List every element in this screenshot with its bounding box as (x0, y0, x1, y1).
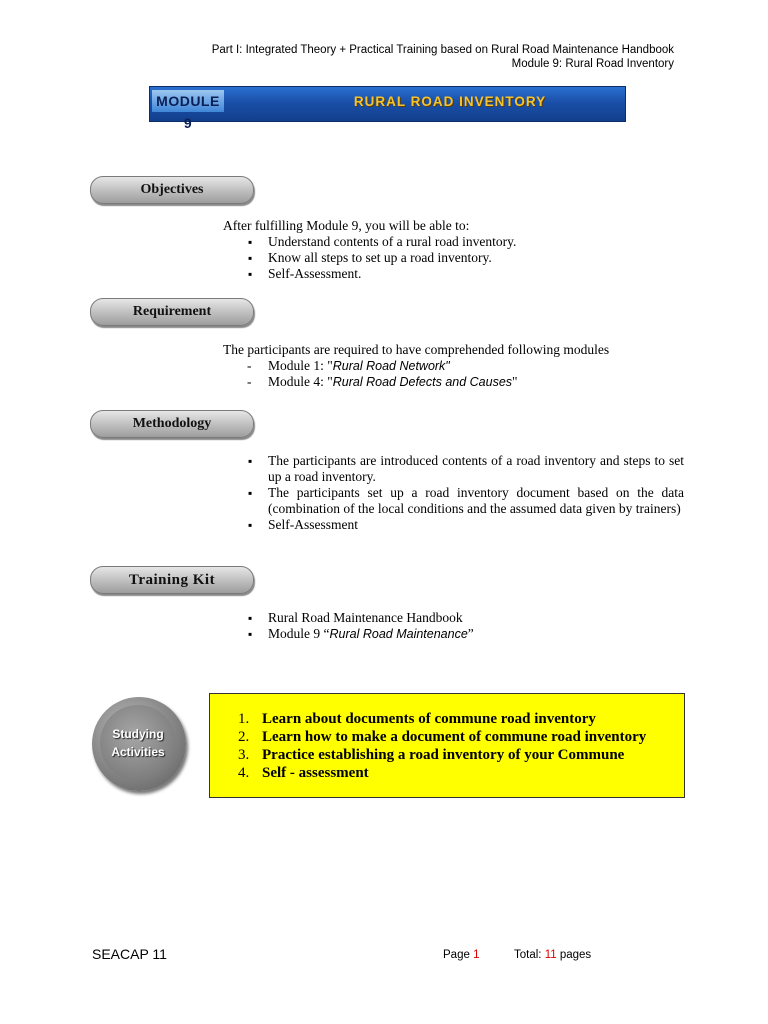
section-tab-objectives: Objectives (90, 176, 254, 204)
list-item: ▪ Rural Road Maintenance Handbook (244, 610, 684, 626)
header-line-2: Module 9: Rural Road Inventory (511, 58, 674, 70)
list-item: 4. Self - assessment (238, 765, 369, 781)
badge-line-1: Studying (112, 727, 164, 741)
list-item: ▪ Understand contents of a rural road inventory. (244, 234, 684, 250)
page-number: 1 (473, 949, 480, 961)
list-item: ▪ Self-Assessment (244, 517, 684, 533)
list-item: - Module 4: "Rural Road Defects and Causes" (244, 374, 684, 390)
total-pages: 11 (544, 949, 557, 961)
objectives-intro: After fulfilling Module 9, you will be able to: (223, 218, 470, 233)
training-kit-list (244, 610, 684, 642)
section-tab-training-kit: Training Kit (90, 566, 254, 594)
requirement-list (244, 358, 684, 390)
list-item: ▪ Know all steps to set up a road inventory. (244, 250, 684, 266)
footer-org: SEACAP 11 (92, 946, 167, 962)
studying-activities-list (230, 710, 646, 782)
module-banner (149, 86, 626, 131)
objectives-list (244, 234, 684, 282)
footer-total: Total: 11 pages (514, 949, 592, 961)
header-line-1: Part I: Integrated Theory + Practical Training based on Rural Road Maintenance Handbook (211, 44, 674, 56)
list-item: 1. Learn about documents of commune road inventory (238, 711, 596, 727)
list-item: ▪ Module 9 “Rural Road Maintenance” (244, 626, 684, 642)
section-tab-methodology: Methodology (90, 410, 254, 438)
section-tab-requirement: Requirement (90, 298, 254, 326)
list-item: - Module 1: "Rural Road Network" (244, 358, 684, 374)
banner-title: RURAL ROAD INVENTORY (353, 94, 547, 109)
methodology-list (244, 453, 684, 533)
list-item: 2. Learn how to make a document of commune road inventory (238, 729, 647, 745)
studying-activities-box (209, 693, 685, 798)
list-item: ▪ Self-Assessment. (244, 266, 684, 282)
requirement-intro: The participants are required to have comprehended following modules (223, 342, 610, 357)
studying-activities-badge (92, 697, 186, 791)
list-item: ▪ The participants are introduced contents of a road inventory and steps to set up a road inventory. (244, 453, 684, 485)
footer-page: Page 1 (443, 949, 480, 961)
list-item: ▪ The participants set up a road inventory document based on the data (combination of the local conditions and the assumed data given by trainers) (244, 485, 684, 517)
list-item: 3. Practice establishing a road inventory of your Commune (238, 747, 625, 763)
badge-line-2: Activities (111, 745, 165, 759)
banner-module-label: MODULE 9 (152, 90, 224, 112)
